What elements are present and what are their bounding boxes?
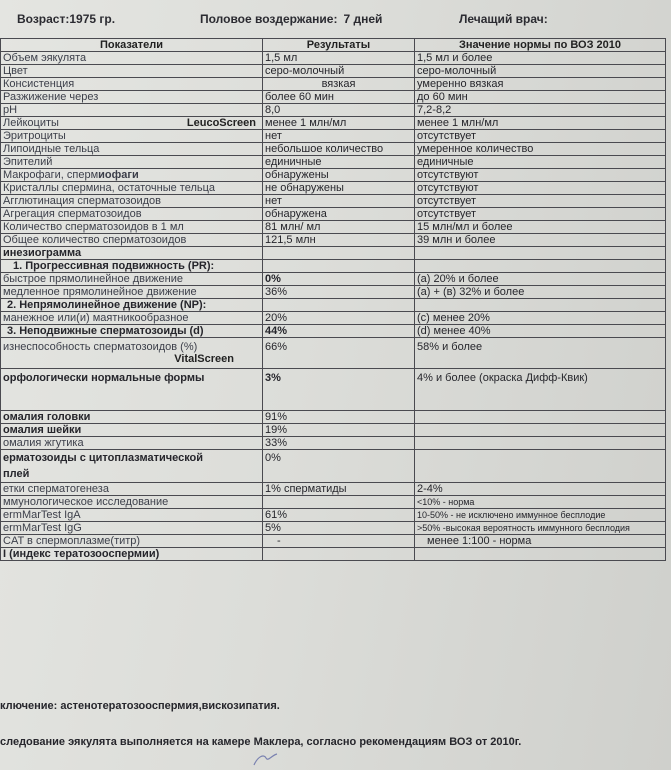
row-result: 36% bbox=[263, 286, 415, 299]
row-result: небольшое количество bbox=[263, 143, 415, 156]
conclusion: ключение: астенотератозооспермия,вискозипатия. bbox=[0, 700, 280, 712]
section-label: 2. Непрямолинейное движение (NP): bbox=[1, 299, 263, 312]
row-norm: до 60 мин bbox=[415, 91, 666, 104]
row-label: омалия шейки bbox=[1, 424, 263, 437]
table-row bbox=[1, 509, 666, 522]
row-norm: (а) + (в) 32% и более bbox=[415, 286, 666, 299]
table-row bbox=[1, 411, 666, 424]
table-row bbox=[1, 548, 666, 561]
row-norm: отсутствует bbox=[415, 130, 666, 143]
empty-cell bbox=[415, 411, 666, 424]
row-norm: отсутствует bbox=[415, 208, 666, 221]
table-row bbox=[1, 143, 666, 156]
row-norm: менее 1 млн/мл bbox=[415, 117, 666, 130]
section-label: инезиограмма bbox=[1, 247, 263, 260]
row-norm: 4% и более (окраска Дифф-Квик) bbox=[415, 369, 666, 411]
row-result: более 60 мин bbox=[263, 91, 415, 104]
table-row bbox=[1, 117, 666, 130]
semen-analysis-table bbox=[0, 38, 666, 561]
col-norm: Значение нормы по ВОЗ 2010 bbox=[415, 39, 666, 52]
empty-cell bbox=[415, 260, 666, 273]
row-label: Эпителий bbox=[1, 156, 263, 169]
row-label: I (индекс тератозооспермии) bbox=[1, 548, 263, 561]
empty-cell bbox=[415, 437, 666, 450]
table-row bbox=[1, 169, 666, 182]
row-norm: 15 млн/мл и более bbox=[415, 221, 666, 234]
row-result: - bbox=[263, 535, 415, 548]
row-result: 61% bbox=[263, 509, 415, 522]
empty-cell bbox=[263, 260, 415, 273]
row-result: 0% bbox=[263, 273, 415, 286]
abstinence-label: Половое воздержание: bbox=[200, 12, 338, 26]
row-result: не обнаружены bbox=[263, 182, 415, 195]
table-row bbox=[1, 483, 666, 496]
empty-cell bbox=[415, 450, 666, 483]
row-result: серо-молочный bbox=[263, 65, 415, 78]
row-norm: (с) менее 20% bbox=[415, 312, 666, 325]
patient-age bbox=[17, 12, 115, 26]
table-row bbox=[1, 424, 666, 437]
row-result: 5% bbox=[263, 522, 415, 535]
row-norm: >50% -высокая вероятность иммунного бесплодия bbox=[415, 522, 666, 535]
row-norm: отсутствует bbox=[415, 195, 666, 208]
row-result: 91% bbox=[263, 411, 415, 424]
row-label: орфологически нормальные формы bbox=[1, 369, 263, 411]
row-norm: 7,2-8,2 bbox=[415, 104, 666, 117]
row-label: ermMarTest IgG bbox=[1, 522, 263, 535]
table-row bbox=[1, 234, 666, 247]
row-norm: 39 млн и более bbox=[415, 234, 666, 247]
table-row bbox=[1, 338, 666, 369]
col-results: Результаты bbox=[263, 39, 415, 52]
row-result: 0% bbox=[263, 450, 415, 483]
table-row bbox=[1, 260, 666, 273]
row-label: Цвет bbox=[1, 65, 263, 78]
row-result: вязкая bbox=[263, 78, 415, 91]
table-row bbox=[1, 104, 666, 117]
row-label: Агглютинация сперматозоидов bbox=[1, 195, 263, 208]
table-row bbox=[1, 325, 666, 338]
row-norm: единичные bbox=[415, 156, 666, 169]
table-row bbox=[1, 312, 666, 325]
section-label: 1. Прогрессивная подвижность (PR): bbox=[1, 260, 263, 273]
doctor-label: Лечащий врач: bbox=[459, 12, 548, 26]
table-row bbox=[1, 450, 666, 483]
row-label: Липоидные тельца bbox=[1, 143, 263, 156]
row-norm: 10-50% - не исключено иммунное бесплодие bbox=[415, 509, 666, 522]
row-result: 66% bbox=[263, 338, 415, 369]
table-header-row bbox=[1, 39, 666, 52]
col-indicators: Показатели bbox=[1, 39, 263, 52]
empty-cell bbox=[263, 299, 415, 312]
macrophages-label: Макрофаги, сперм bbox=[3, 169, 99, 181]
signature-mark bbox=[250, 752, 280, 766]
age-label: Возраст: bbox=[17, 12, 70, 26]
row-label bbox=[1, 117, 263, 130]
leucoscreen-tag: LeucoScreen bbox=[186, 117, 256, 129]
table-row bbox=[1, 78, 666, 91]
row-label: Консистенция bbox=[1, 78, 263, 91]
table-row bbox=[1, 437, 666, 450]
table-row bbox=[1, 286, 666, 299]
row-norm: отсутствуют bbox=[415, 169, 666, 182]
row-label: омалия жгутика bbox=[1, 437, 263, 450]
empty-cell bbox=[263, 548, 415, 561]
row-result: нет bbox=[263, 130, 415, 143]
row-norm: умеренно вязкая bbox=[415, 78, 666, 91]
row-result: 1,5 мл bbox=[263, 52, 415, 65]
row-label: етки сперматогенеза bbox=[1, 483, 263, 496]
table-row bbox=[1, 208, 666, 221]
abstinence bbox=[200, 12, 382, 26]
empty-cell bbox=[263, 496, 415, 509]
row-result: нет bbox=[263, 195, 415, 208]
table-row bbox=[1, 52, 666, 65]
row-label: манежное или(и) маятникообразное bbox=[1, 312, 263, 325]
row-result: 33% bbox=[263, 437, 415, 450]
row-result: 81 млн/ мл bbox=[263, 221, 415, 234]
row-label: ermMarTest IgA bbox=[1, 509, 263, 522]
row-result: обнаружена bbox=[263, 208, 415, 221]
table-row bbox=[1, 496, 666, 509]
empty-cell bbox=[415, 424, 666, 437]
row-norm: (а) 20% и более bbox=[415, 273, 666, 286]
row-norm: отсутствуют bbox=[415, 182, 666, 195]
row-label: 3. Неподвижные сперматозоиды (d) bbox=[1, 325, 263, 338]
macrophages-label-bold: иофаги bbox=[98, 169, 139, 181]
row-label: Разжижение через bbox=[1, 91, 263, 104]
row-label: Количество сперматозоидов в 1 мл bbox=[1, 221, 263, 234]
table-row bbox=[1, 156, 666, 169]
row-norm: 1,5 мл и более bbox=[415, 52, 666, 65]
row-norm: 58% и более bbox=[415, 338, 666, 369]
table-row bbox=[1, 535, 666, 548]
row-result: 3% bbox=[263, 369, 415, 411]
table-row bbox=[1, 91, 666, 104]
row-norm: умеренное количество bbox=[415, 143, 666, 156]
row-norm: (d) менее 40% bbox=[415, 325, 666, 338]
row-label: CAT в спермоплазме(титр) bbox=[1, 535, 263, 548]
row-result: 1% сперматиды bbox=[263, 483, 415, 496]
row-result: 20% bbox=[263, 312, 415, 325]
table-row bbox=[1, 195, 666, 208]
row-label: Агрегация сперматозоидов bbox=[1, 208, 263, 221]
row-result: обнаружены bbox=[263, 169, 415, 182]
table-row bbox=[1, 65, 666, 78]
row-norm: <10% - норма bbox=[415, 496, 666, 509]
row-label: Кристаллы спермина, остаточные тельца bbox=[1, 182, 263, 195]
row-label bbox=[1, 169, 263, 182]
table-row bbox=[1, 369, 666, 411]
cytoplasm-label: ерматозоиды с цитоплазматической bbox=[3, 452, 204, 464]
row-result: 8,0 bbox=[263, 104, 415, 117]
row-label bbox=[1, 338, 263, 369]
table-row bbox=[1, 522, 666, 535]
table-row bbox=[1, 273, 666, 286]
row-norm: 2-4% bbox=[415, 483, 666, 496]
empty-cell bbox=[415, 299, 666, 312]
row-label: ммунологическое исследование bbox=[1, 496, 263, 509]
row-result: 121,5 млн bbox=[263, 234, 415, 247]
row-norm: менее 1:100 - норма bbox=[415, 535, 666, 548]
row-label: омалия головки bbox=[1, 411, 263, 424]
row-label: Эритроциты bbox=[1, 130, 263, 143]
row-label: быстрое прямолинейное движение bbox=[1, 273, 263, 286]
row-label: Объем эякулята bbox=[1, 52, 263, 65]
table-row bbox=[1, 299, 666, 312]
row-result: менее 1 млн/мл bbox=[263, 117, 415, 130]
abstinence-value: 7 дней bbox=[343, 12, 383, 26]
age-value: 1975 гр. bbox=[69, 12, 116, 26]
table-row bbox=[1, 247, 666, 260]
row-result: единичные bbox=[263, 156, 415, 169]
empty-cell bbox=[415, 548, 666, 561]
table-row bbox=[1, 221, 666, 234]
row-result: 19% bbox=[263, 424, 415, 437]
row-norm: серо-молочный bbox=[415, 65, 666, 78]
row-label: Общее количество сперматозоидов bbox=[1, 234, 263, 247]
cytoplasm-label-cont: плей bbox=[3, 468, 30, 480]
row-label bbox=[1, 450, 263, 483]
row-label: медленное прямолинейное движение bbox=[1, 286, 263, 299]
empty-cell bbox=[263, 247, 415, 260]
leukocytes-label: Лейкоциты bbox=[3, 117, 59, 129]
empty-cell bbox=[415, 247, 666, 260]
table-row bbox=[1, 182, 666, 195]
table-row bbox=[1, 130, 666, 143]
row-result: 44% bbox=[263, 325, 415, 338]
row-label: pH bbox=[1, 104, 263, 117]
viability-label: изнеспособность сперматозоидов (%) bbox=[3, 341, 198, 353]
footnote: следование эякулята выполняется на камере Маклера, согласно рекомендациям ВОЗ от 2010г. bbox=[0, 736, 522, 748]
vitalscreen-tag: VitalScreen bbox=[174, 353, 234, 365]
